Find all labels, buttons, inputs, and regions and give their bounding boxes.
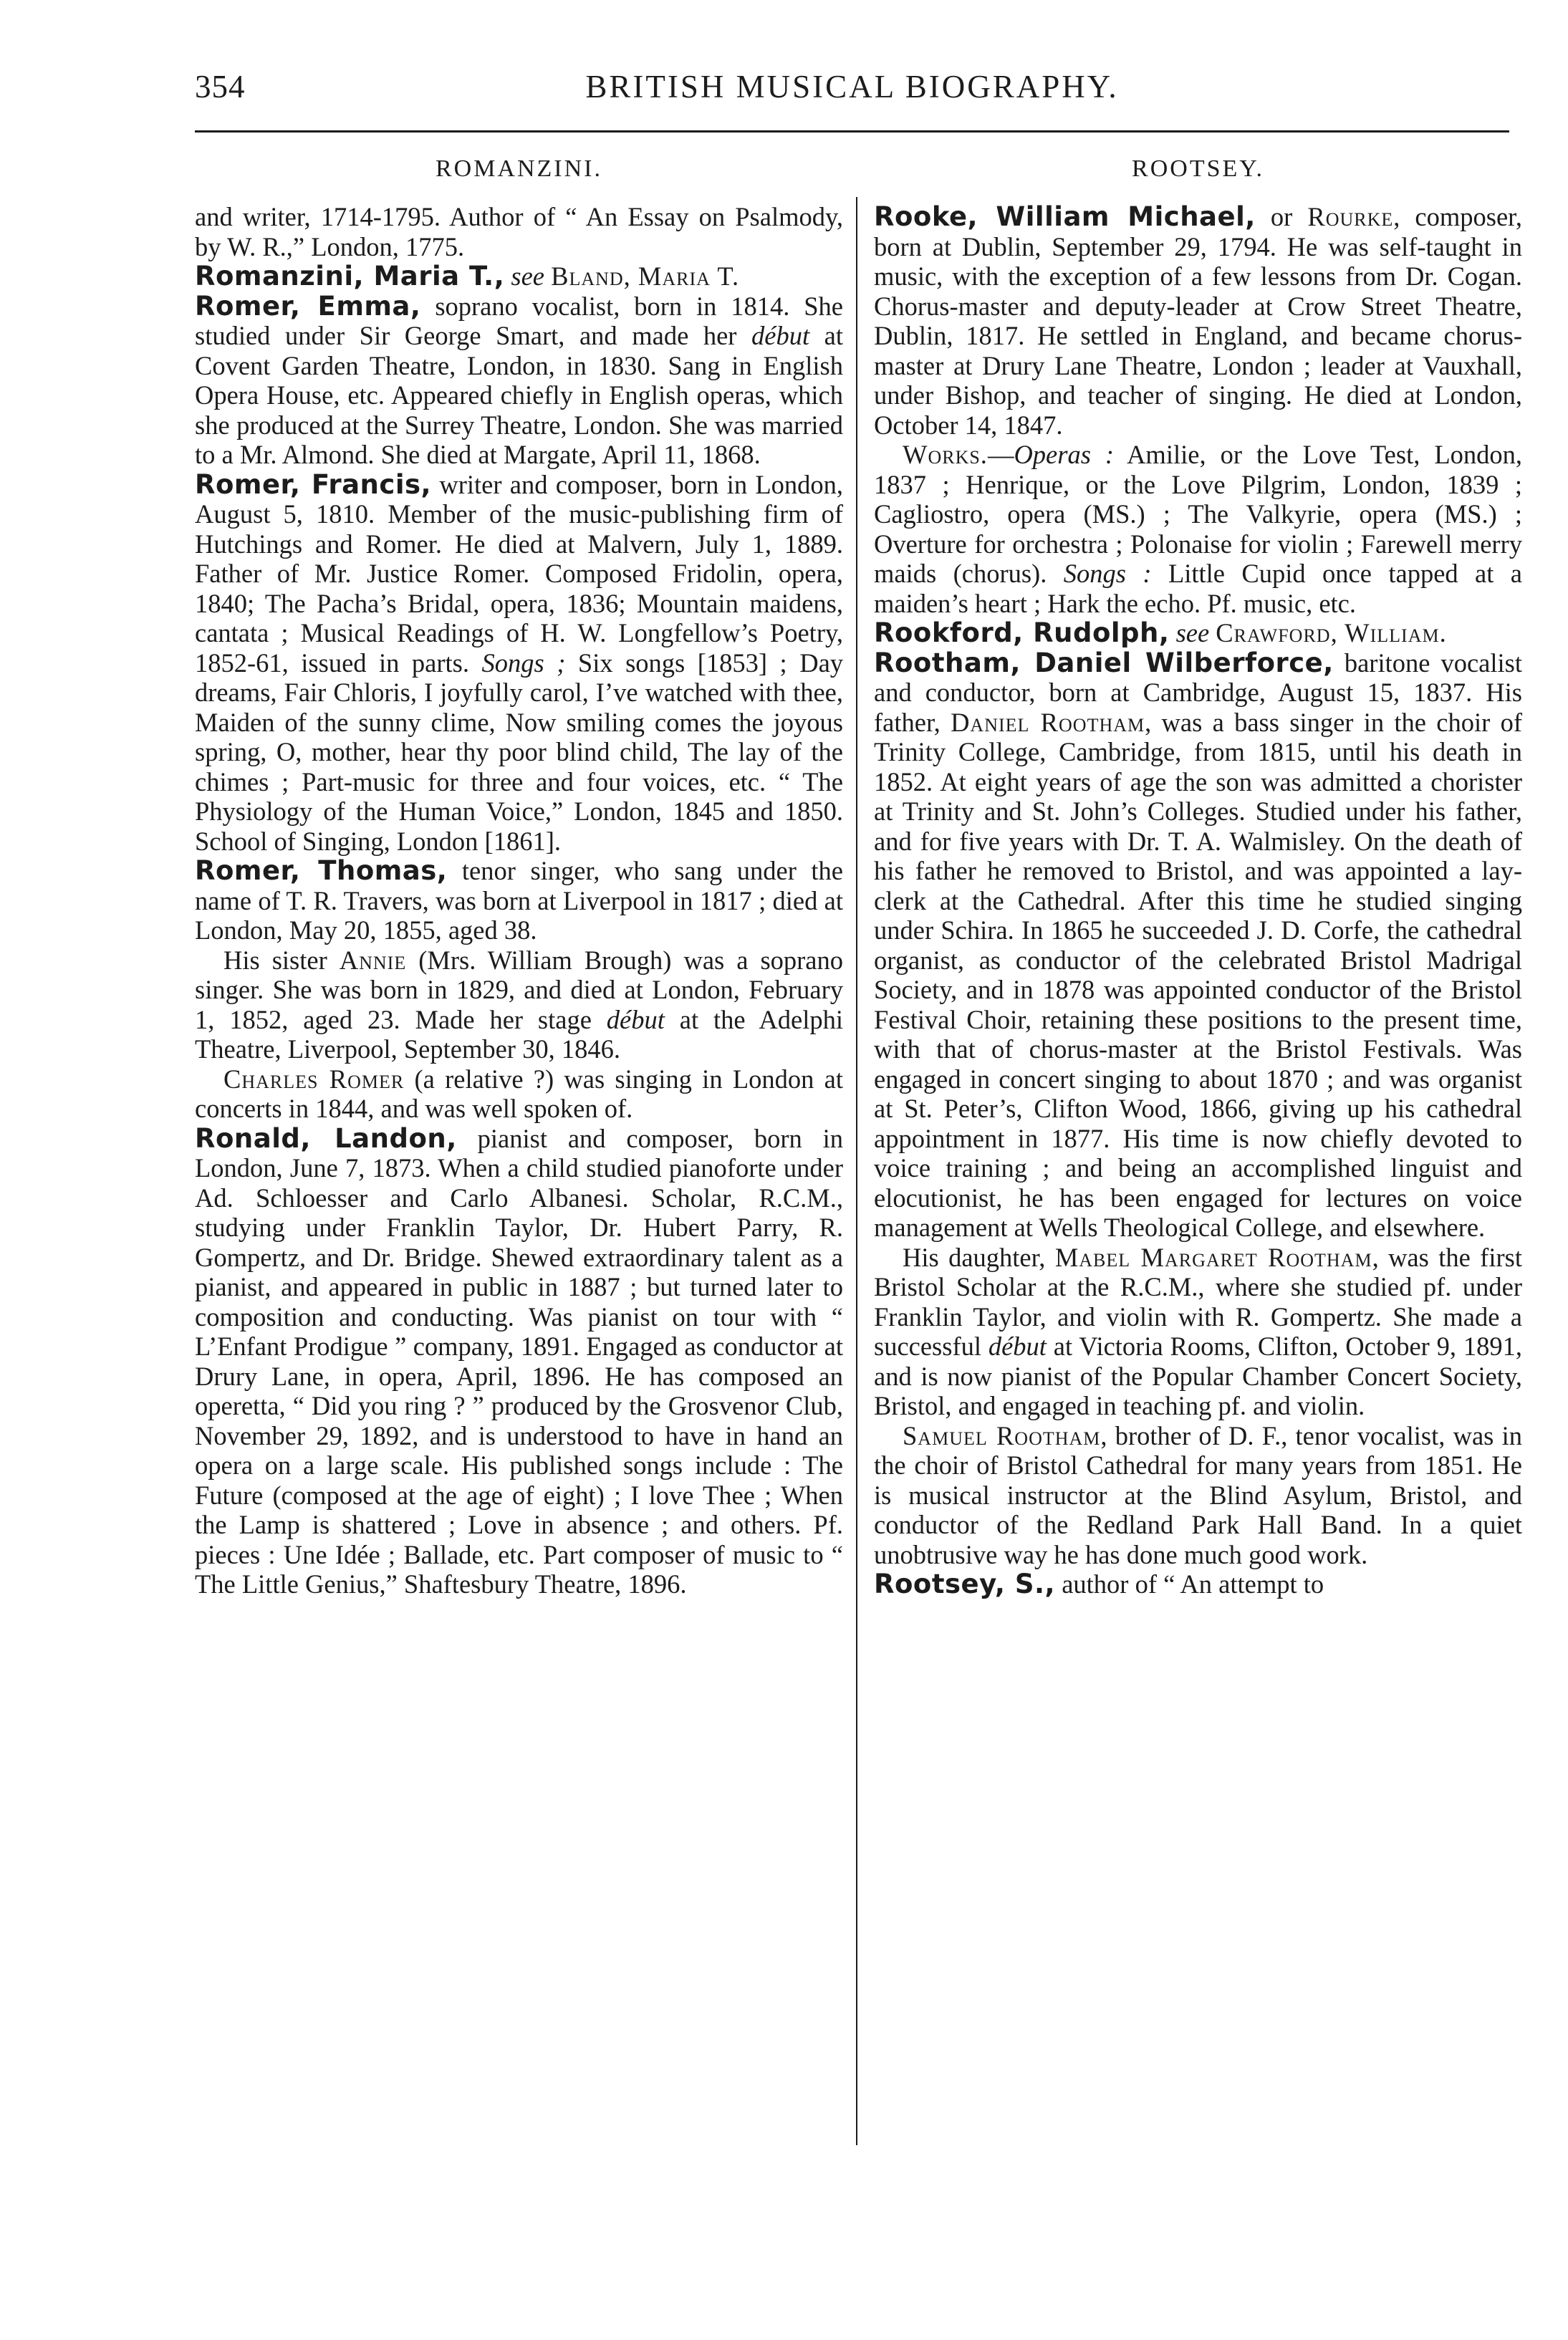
entry-text: at Victoria Rooms, Clifton, October 9, 1891, and is now pianist of the Popular Chamber Concert Society, Bristol, and engaged in teaching pf. and violin. — [874, 1332, 1522, 1420]
column-divider — [856, 197, 857, 2145]
entry-text: (a relative ?) was singing in London at concerts in 1844, and was well spoken of. — [195, 1064, 843, 1123]
book-title: BRITISH MUSICAL BIOGRAPHY. — [585, 69, 1119, 105]
entry-headword: Romanzini, Maria T., — [195, 261, 505, 292]
entry-text: tenor singer, who sang under the name of T. R. Travers, was born at Liverpool in 1817 ; died at London, May 20, 1855, aged 38. — [195, 856, 843, 945]
works-label: Works. — [903, 440, 988, 469]
entry-text: or — [1255, 202, 1308, 231]
entry-rooke-william-michael — [874, 202, 1522, 440]
entry-romanzini-maria — [195, 261, 843, 292]
entry-text: Amilie, or the Love Test, London, 1837 ; Henrique, or the Love Pilgrim, London, 1839 ; Cagliostro, opera (MS.) ; The Valkyrie, opera (MS.) ; Overture for orchestra ; Polonaise for violin ; Farewell merry maids (chorus). — [874, 440, 1523, 588]
entry-text: , was a bass singer in the choir of Trinity College, Cambridge, from 1815, until his death in 1852. At eight years of age the son was admitted a chorister at Trinity and St. John’s Colleges. Studied under his father, and for five years with Dr. T. A. Walmisley. On the death of his father he removed to Bristol, and was appointed a lay-clerk at the Cathedral. After this time he studied singing under Schira. In 1865 he succeeded J. D. Corfe, the cathedral organist, as conductor of the celebrated Bristol Madrigal Society, and in 1878 was appointed conductor of the Bristol Festival Choir, retaining these positions to the present time, with that of chorus-master at the Bristol Festivals. Was engaged in concert singing to about 1870 ; and was organist at St. Peter’s, Clifton Wood, 1866, giving up his cathedral appointment in 1877. His time is now chiefly devoted to voice training ; and being an accomplished linguist and elocutionist, he has been engaged for lectures on voice management at Wells Theological College, and elsewhere. — [874, 707, 1522, 1242]
entry-text: — — [987, 440, 1014, 469]
italic-word: Songs : — [1063, 559, 1152, 588]
entry-text: , composer, born at Dublin, September 29, 1794. He was self-taught in music, with the exception of a few lessons from Dr. Cogan. Chorus-master and deputy-leader at Crow Street Theatre, Dublin, 1817. He settled in England, and became chorus-master at Drury Lane Theatre, London ; leader at Vauxhall, under Bishop, and teacher of singing. He died at London, October 14, 1847. — [874, 202, 1522, 440]
entry-text: and writer, 1714-1795. Author of “ An Essay on Psalmody, by W. R.,” London, 1775. — [195, 202, 843, 261]
entry-text: , brother of D. F., tenor vocalist, was in the choir of Bristol Cathedral for many years from 1851. He is musical instructor at the Blind Asylum, Bristol, and conductor of the Redland Park Hall Band. In a quiet unobtrusive way he has done much good work. — [874, 1420, 1522, 1569]
left-column — [195, 152, 843, 1599]
small-caps-name: Mabel Margaret Rootham — [1054, 1242, 1372, 1272]
entry-text: Little Cupid once tapped at a maiden’s heart ; Hark the echo. Pf. music, etc. — [874, 559, 1523, 618]
entry-rookford-rudolph — [874, 618, 1522, 648]
entry-headword: Rooke, William Michael, — [874, 201, 1256, 232]
italic-word: début — [606, 1004, 665, 1034]
entry-text: His daughter, — [903, 1242, 1055, 1272]
entry-text: Six songs [1853] ; Day dreams, Fair Chloris, I joyfully carol, I’ve watched with thee, Maiden of the sunny clime, Now smiling comes the joyous spring, O, mother, hear thy poor blind child, The lay of the chimes ; Part-music for three and four voices, etc. “ The Physiology of the Human Voice,” London, 1845 and 1850. School of Singing, London [1861]. — [195, 647, 844, 856]
entry-headword: Rootsey, S., — [874, 1569, 1056, 1599]
small-caps-name: Charles Romer — [223, 1064, 405, 1094]
entry-continuation — [195, 202, 843, 261]
running-head — [195, 68, 1509, 118]
entry-sub-paragraph — [195, 945, 843, 1064]
works-paragraph — [874, 440, 1522, 618]
entry-text: soprano vocalist, born in 1814. She studied under Sir George Smart, and made her — [195, 291, 843, 350]
page-number: 354 — [195, 69, 246, 105]
right-column — [874, 152, 1522, 1599]
entry-ronald-landon — [195, 1124, 843, 1599]
cross-reference: Crawford, William. — [1216, 618, 1447, 647]
entry-text: (Mrs. William Brough) was a soprano singer. She was born in 1829, and died at London, February 1, 1852, aged 23. Made her stage — [195, 945, 843, 1034]
entry-romer-thomas — [195, 856, 843, 945]
entry-headword: Rootham, Daniel Wilberforce, — [874, 647, 1334, 678]
see-reference-label: see — [511, 261, 544, 291]
entry-romer-francis — [195, 470, 843, 857]
entry-romer-emma — [195, 292, 843, 470]
entry-text: His sister — [223, 945, 340, 975]
left-guide-word: ROMANZINI. — [435, 155, 603, 182]
small-caps-name: Rourke — [1307, 202, 1394, 231]
small-caps-name: Annie — [339, 945, 407, 975]
entry-text: at the Adelphi Theatre, Liverpool, September 30, 1846. — [195, 1004, 843, 1064]
entry-text: author of “ An attempt to — [1055, 1569, 1324, 1599]
see-reference-label: see — [1175, 618, 1210, 647]
entry-headword: Rookford, Rudolph, — [874, 617, 1170, 648]
header-rule — [195, 130, 1509, 133]
cross-reference: Bland, Maria T. — [551, 261, 740, 291]
entry-sub-paragraph — [195, 1064, 843, 1124]
italic-word: début — [988, 1332, 1047, 1361]
entry-headword: Ronald, Landon, — [195, 1122, 457, 1154]
entry-text: at Covent Garden Theatre, London, in 1830. Sang in English Opera House, etc. Appeared chiefly in English operas, which she produced at the Surrey Theatre, London. She was married to a Mr. Almond. She died at Margate, April 11, 1868. — [195, 321, 843, 469]
entry-text: pianist and composer, born in London, June 7, 1873. When a child studied pianoforte under Ad. Schloesser and Carlo Albanesi. Scholar, R.C.M., studying under Franklin Taylor, Dr. Hubert Parry, R. Gompertz, and Dr. Bridge. Shewed extraordinary talent as a pianist, and appeared in public in 1887 ; but turned later to composition and conducting. Was pianist on tour with “ L’Enfant Prodigue ” company, 1891. Engaged as conductor at Drury Lane, in opera, April, 1896. He has composed an operetta, “ Did you ring ? ” produced by the Grosvenor Club, November 29, 1892, and is understood to have in hand an opera on a large scale. His published songs include : The Future (composed at the age of eight) ; I love Thee ; When the Lamp is shattered ; Love in absence ; and others. Pf. pieces : Une Idée ; Ballade, etc. Part composer of music to “ The Little Genius,” Shaftesbury Theatre, 1896. — [195, 1123, 844, 1599]
entry-headword: Romer, Emma, — [195, 290, 421, 322]
small-caps-name: Daniel Rootham — [951, 707, 1145, 737]
right-guide-word: ROOTSEY. — [1132, 155, 1264, 182]
entry-rootham-daniel-wilberforce — [874, 648, 1522, 1243]
entry-rootsey-s — [874, 1569, 1522, 1599]
entry-sub-paragraph — [874, 1421, 1522, 1570]
italic-word: Songs ; — [481, 647, 566, 678]
entry-text: , was the first Bristol Scholar at the R.C.M., where she studied pf. under Franklin Taylor, and violin with R. Gompertz. She made a successful — [874, 1242, 1522, 1361]
entry-headword: Romer, Francis, — [195, 468, 432, 500]
small-caps-name: Samuel Rootham — [903, 1420, 1101, 1450]
italic-word: début — [751, 321, 810, 350]
entry-text: baritone vocalist and conductor, born at Cambridge, August 15, 1837. His father, — [874, 647, 1522, 737]
italic-word: Operas : — [1014, 440, 1115, 469]
entry-text: writer and composer, born in London, August 5, 1810. Member of the music-publishing firm of Hutchings and Romer. He died at Malvern, July 1, 1889. Father of Mr. Justice Romer. Composed Fridolin, opera, 1840; The Pacha’s Bridal, opera, 1836; Mountain maidens, cantata ; Musical Readings of H. W. Longfellow’s Poetry, 1852-61, issued in parts. — [195, 469, 843, 678]
entry-sub-paragraph — [874, 1243, 1522, 1421]
entry-headword: Romer, Thomas, — [195, 855, 448, 886]
